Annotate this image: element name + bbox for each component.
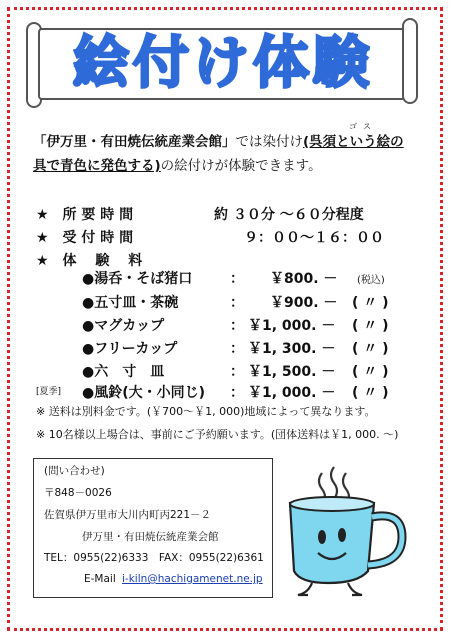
price-colon: ： (230, 318, 244, 334)
price-value: ￥1, 000. － (248, 318, 336, 334)
price-item: ●六 寸 皿 (82, 364, 165, 380)
price-item: ●五寸皿・茶碗 (82, 295, 179, 311)
price-colon: ： (230, 341, 244, 357)
contact-heading: (問い合わせ) (44, 465, 105, 477)
price-colon: ： (230, 385, 244, 401)
contact-postal: 〒848－0026 (44, 487, 112, 499)
info-value-duration: 約 ３０分 ～６０分程度 (214, 207, 364, 223)
price-colon: ： (230, 295, 244, 311)
price-note: ( 〃 ) (352, 364, 389, 380)
price-value: ￥900. － (270, 295, 338, 311)
contact-address: 佐賀県伊万里市大川内町丙221－２ (44, 509, 212, 521)
intro-text2: の絵付けが体験できます。 (160, 158, 322, 174)
price-note: ( 〃 ) (352, 295, 389, 311)
price-value: ￥800. － (270, 271, 338, 287)
price-note: ( 〃 ) (352, 318, 389, 334)
info-value-hours: ９：００～１６：００ (244, 230, 384, 246)
price-item: ●フリーカップ (82, 341, 178, 357)
contact-org: 伊万里・有田焼伝統産業会館 (82, 531, 219, 543)
price-value: ￥1, 000. － (248, 385, 336, 401)
summer-tag: [夏季] (36, 387, 62, 397)
info-label-hours: ★ 受 付 時 間 (36, 230, 134, 246)
price-item: ●湯呑・そば猪口 (82, 271, 193, 287)
intro-def1: (呉須という絵の (303, 134, 404, 150)
contact-email-link[interactable]: i-kiln@hachigamenet.ne.jp (122, 573, 263, 585)
price-value: ￥1, 500. － (248, 364, 336, 380)
price-item: ●風鈴(大・小同じ) (82, 385, 206, 401)
price-value: ￥1, 300. － (248, 341, 336, 357)
shipping-note: ※ 送料は別料金です。(￥700～￥1, 000)地域によって異なります。 (36, 405, 376, 418)
gosu-reading: ゴス (349, 122, 377, 131)
contact-email-label: E-Mail (84, 573, 116, 585)
group-note: ※ 10名様以上場合は、事前にご予約願います。(団体送料は￥1, 000. ～) (36, 428, 399, 441)
contact-tel-fax: TEL：0955(22)6333 FAX：0955(22)6361 (44, 552, 264, 564)
page-title: 絵付け体験 (73, 31, 373, 96)
intro-text1: では染付け (235, 134, 303, 150)
price-colon: ： (230, 271, 244, 287)
smiling-cup-illustration (278, 455, 428, 605)
price-item: ●マグカップ (82, 318, 165, 334)
intro-def2: 具で青色に発色する) (33, 158, 161, 174)
price-note: ( 〃 ) (352, 385, 389, 401)
intro-org: 「伊万里・有田焼伝統産業会館」 (33, 134, 236, 150)
price-note: ( 〃 ) (352, 341, 389, 357)
price-colon: ： (230, 364, 244, 380)
price-note: (税込) (357, 275, 385, 286)
info-label-fee: ★ 体 験 料 (36, 253, 143, 269)
info-label-duration: ★ 所 要 時 間 (36, 207, 134, 223)
scroll-curl-right (402, 18, 418, 104)
intro-paragraph (33, 130, 433, 178)
